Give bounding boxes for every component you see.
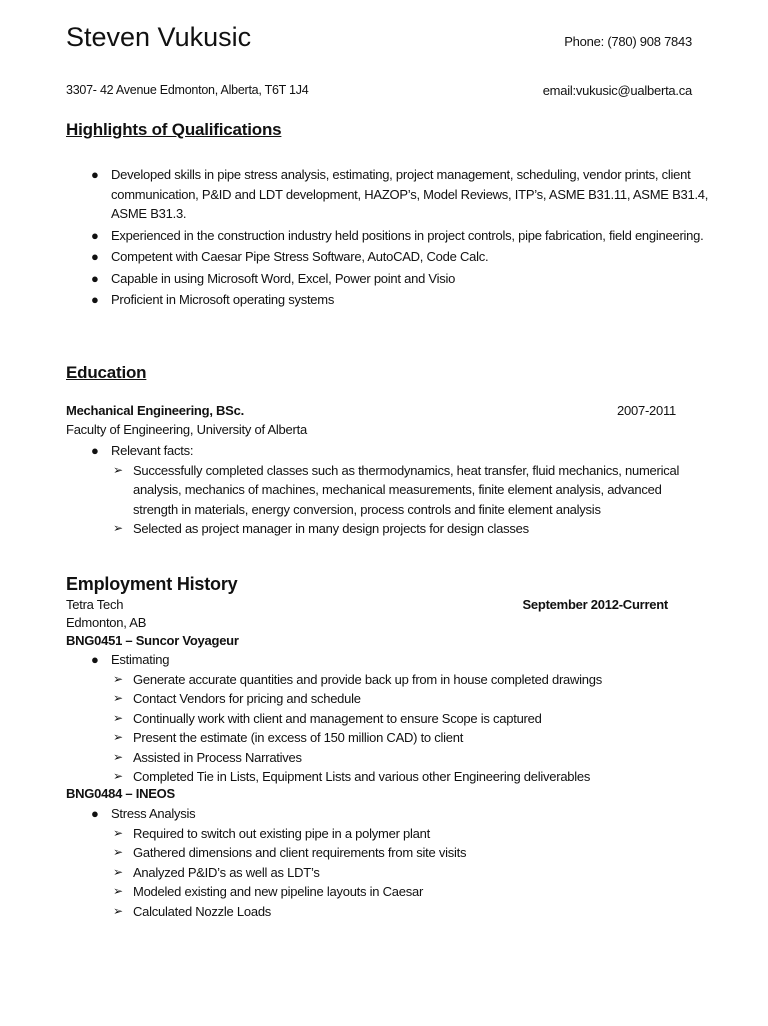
bullet-icon: ● [91, 652, 99, 667]
arrow-bullet-icon: ➢ [113, 521, 123, 535]
arrow-bullet-icon: ➢ [113, 710, 123, 725]
project-name: BNG0451 – Suncor Voyageur [66, 633, 239, 648]
arrow-bullet-icon: ➢ [113, 864, 123, 879]
arrow-bullet-icon: ➢ [113, 884, 123, 898]
arrow-bullet-icon: ➢ [113, 462, 123, 477]
email: email:vukusic@ualberta.ca [542, 83, 692, 98]
list-item: ● Relevant facts: ➢ Successfully completed classes such as thermodynamics, heat transfer, fluid mechanics, numerical analysis, mechanics of machines, mechanical measurements, finite element analysis, advanced strength in materials, energy conversion, process controls and finite element analysis ➢ Selected as project manager in many design projects for design classes [111, 441, 681, 539]
arrow-bullet-icon: ➢ [113, 691, 123, 705]
employment-heading: Employment History [66, 574, 238, 594]
list-item: ● Capable in using Microsoft Word, Excel, Power point and Visio [111, 269, 711, 289]
sub-list-item: ➢ Calculated Nozzle Loads [133, 902, 711, 922]
bullet-icon: ● [91, 227, 99, 243]
school: Faculty of Engineering, University of Alberta [66, 422, 307, 437]
employment-dates: September 2012-Current [522, 597, 668, 612]
arrow-bullet-icon: ➢ [113, 825, 123, 840]
sub-list-item: ➢ Analyzed P&ID’s as well as LDT’s [133, 863, 711, 883]
education-list [91, 441, 681, 539]
bullet-icon: ● [91, 270, 99, 286]
highlights-list [91, 165, 711, 310]
sub-list-item: ➢ Generate accurate quantities and provide back up from in house completed drawings [133, 670, 711, 690]
degree: Mechanical Engineering, BSc. [66, 403, 244, 418]
project-list [91, 650, 711, 787]
list-item: ● Estimating ➢ Generate accurate quantities and provide back up from in house completed drawings ➢ Contact Vendors for pricing and schedule ➢ Continually work with client and management to ensure Scope is captured ➢ Present the estimate (in excess of 150 million CAD) to client ➢ Assisted in Process Narratives ➢ Completed Tie in Lists, Equipment Lists and various other Engineering deliverables [111, 650, 711, 787]
education-heading: Education [66, 363, 147, 382]
sub-list-item: ➢ Modeled existing and new pipeline layouts in Caesar [133, 882, 711, 902]
sub-list-item: ➢ Present the estimate (in excess of 150 million CAD) to client [133, 728, 711, 748]
location: Edmonton, AB [66, 615, 147, 630]
arrow-bullet-icon: ➢ [113, 845, 123, 859]
sub-list-item: ➢ Continually work with client and management to ensure Scope is captured [133, 709, 711, 729]
project-list [91, 804, 711, 921]
arrow-bullet-icon: ➢ [113, 730, 123, 744]
list-item: ● Proficient in Microsoft operating systems [111, 290, 711, 310]
highlights-heading: Highlights of Qualifications [66, 120, 282, 139]
list-item: ● Developed skills in pipe stress analysis, estimating, project management, scheduling, vendor prints, client communication, P&ID and LDT development, HAZOP’s, Model Reviews, ITP’s, ASME B31.11, ASME B31.4, ASME B31.3. [91, 167, 709, 221]
sub-list-item: ➢ Gathered dimensions and client requirements from site visits [133, 843, 711, 863]
list-item: ● Experienced in the construction industry held positions in project controls, pipe fabrication, field engineering. [111, 226, 711, 246]
bullet-icon: ● [91, 443, 99, 458]
sub-list-item: ➢ Assisted in Process Narratives [133, 748, 711, 768]
sub-list-item: ➢ Successfully completed classes such as thermodynamics, heat transfer, fluid mechanics, numerical analysis, mechanics of machines, mechanical measurements, finite element analysis, advanced strength in materials, energy conversion, process controls and finite element analysis [113, 462, 680, 517]
bullet-icon: ● [91, 292, 99, 307]
arrow-bullet-icon: ➢ [113, 749, 123, 764]
bullet-icon: ● [91, 806, 99, 821]
bullet-icon: ● [91, 167, 99, 182]
arrow-bullet-icon: ➢ [113, 769, 123, 783]
sub-list-item: ➢ Required to switch out existing pipe in a polymer plant [133, 824, 711, 844]
project-name: BNG0484 – INEOS [66, 786, 175, 801]
arrow-bullet-icon: ➢ [113, 671, 123, 686]
arrow-bullet-icon: ➢ [113, 903, 123, 918]
list-item: ● Competent with Caesar Pipe Stress Software, AutoCAD, Code Calc. [111, 247, 711, 267]
address: 3307- 42 Avenue Edmonton, Alberta, T6T 1J4 [66, 83, 309, 97]
list-item: ● Stress Analysis ➢ Required to switch out existing pipe in a polymer plant ➢ Gathered dimensions and client requirements from site visits ➢ Analyzed P&ID’s as well as LDT’s ➢ Modeled existing and new pipeline layouts in Caesar ➢ Calculated Nozzle Loads [111, 804, 711, 921]
bullet-icon: ● [91, 249, 99, 264]
applicant-name: Steven Vukusic [66, 22, 252, 52]
education-years: 2007-2011 [617, 403, 676, 418]
phone: Phone: (780) 908 7843 [564, 34, 692, 49]
sub-list-item: ➢ Completed Tie in Lists, Equipment Lists and various other Engineering deliverables [133, 767, 711, 787]
sub-list-item: ➢ Contact Vendors for pricing and schedule [133, 689, 711, 709]
sub-list-item: ➢ Selected as project manager in many design projects for design classes [133, 519, 681, 539]
company: Tetra Tech [66, 597, 124, 612]
